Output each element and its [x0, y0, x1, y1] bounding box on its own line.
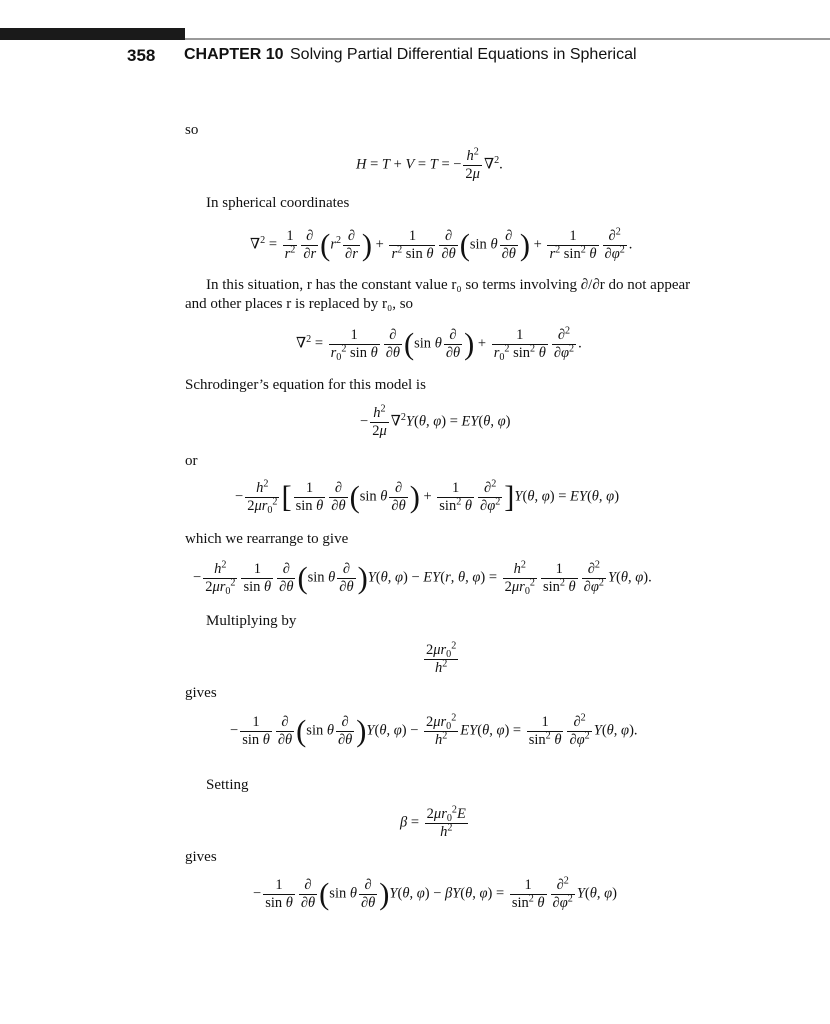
text-or: or [185, 453, 198, 469]
header-bar [0, 28, 185, 40]
chapter-title: Solving Partial Differential Equations in Spherical [290, 46, 637, 63]
equation-beta: β = $\frac{2\mu r_0^2E}{h^2}$ [400, 804, 466, 840]
equation-final: − $\frac{1}{\text{sin θ}}$ $\frac{\partial}{\partial\theta}$ (sin θ $\frac{\partial}{\partial\theta}$ )Y(θ, φ) − βY(θ, φ) = $\frac{1}{\sin^2 \theta}$ $\frac{\partial^2}{\partial\varphi^2}$ Y(θ, φ) [253, 875, 617, 911]
header-rule [185, 38, 830, 40]
equation-schrodinger-expanded: − $\frac{h^2}{2\mu r_0^2}$ [ $\frac{1}{\text{sin θ}}$ $\frac{\partial}{\partial\theta}$ (sin θ $\frac{\partial}{\partial\theta}$ ) + $\frac{1}{\sin^2 \theta}$ $\frac{\partial^2}{\partial\varphi^2}$ ]Y(θ, φ) = EY(θ, φ) [235, 478, 620, 516]
equation-schrodinger: − $\frac{h^2}{2\mu}$ ∇$^2$Y(θ, φ) = EY(θ, φ) [360, 403, 511, 439]
text-rearrange: which we rearrange to give [185, 531, 349, 547]
equation-multiplied: − $\frac{1}{\text{sin θ}}$ $\frac{\partial}{\partial\theta}$ (sin θ $\frac{\partial}{\partial\theta}$ )Y(θ, φ) − $\frac{2\mu r_0^2}{h^2}$ EY(θ, φ) = $\frac{1}{\sin^2 \theta}$ $\frac{\partial^2}{\partial\varphi^2}$ Y(θ, φ). [230, 712, 638, 748]
equation-hamiltonian: H = T + V = T = − $\frac{h^2}{2\mu}$ ∇$^2$. [356, 146, 503, 182]
text-setting: Setting [206, 777, 249, 793]
text-spherical: In spherical coordinates [206, 195, 350, 211]
text-so: so [185, 122, 199, 138]
text-gives-1: gives [185, 685, 217, 701]
text-multiplying: Multiplying by [206, 613, 297, 629]
equation-laplacian-r0: ∇$^2$ = $\frac{1}{r_0^2 \sin \theta}$ $\frac{\partial}{\partial\theta}$ (sin θ $\frac{\partial}{\partial\theta}$ ) + $\frac{1}{r_0^2 \sin^2 \theta}$ $\frac{\partial^2}{\partial\varphi^2}$ . [296, 325, 582, 363]
text-schrodinger: Schrodinger’s equation for this model is [185, 377, 426, 393]
page-number: 358 [127, 46, 156, 65]
equation-multiplier: $\frac{2\mu r_0^2}{h^2}$ [426, 640, 457, 676]
text-gives-2: gives [185, 849, 217, 865]
text-situation-1: In this situation, r has the constant value r₀ so terms involving ∂/∂r do not appear [206, 277, 691, 293]
text-situation-2: and other places r is replaced by r₀, so [185, 296, 414, 312]
chapter-label: CHAPTER 10 [184, 46, 284, 63]
equation-rearranged: − $\frac{h^2}{2\mu r_0^2}$ $\frac{1}{\text{sin θ}}$ $\frac{\partial}{\partial\theta}$ (sin θ $\frac{\partial}{\partial\theta}$ )Y(θ, φ) − EY(r, θ, φ) = $\frac{h^2}{2\mu r_0^2}$ $\frac{1}{\sin^2 \theta}$ $\frac{\partial^2}{\partial\varphi^2}$ Y(θ, φ). [193, 559, 652, 597]
equation-laplacian: ∇$^2$ = $\frac{1}{r^2}$ $\frac{\partial}{\partial r}$ ($r^2$ $\frac{\partial}{\partial r}$ ) + $\frac{1}{r^2 \sin \theta}$ $\frac{\partial}{\partial\theta}$ (sin θ $\frac{\partial}{\partial\theta}$ ) + $\frac{1}{r^2 \sin^2 \theta}$ $\frac{\partial^2}{\partial\varphi^2}$ . [250, 226, 633, 262]
